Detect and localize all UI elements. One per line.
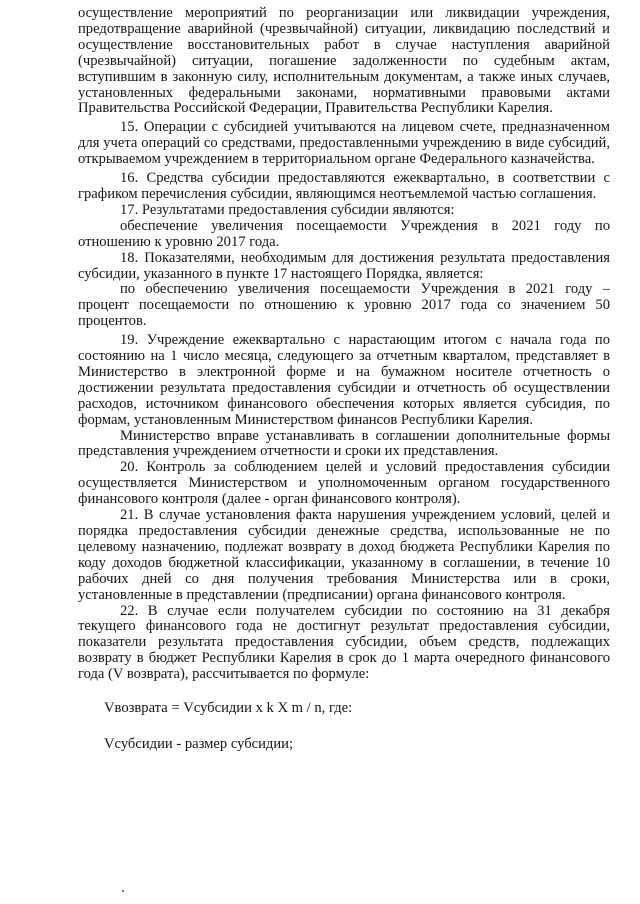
paragraph-17: 17. Результатами предоставления субсидии являются: — [120, 201, 455, 218]
formula: Vвозврата = Vсубсидии x k X m / n, где: — [104, 700, 353, 717]
paragraph-15: 15. Операции с субсидией учитываются на лицевом счете, предназначенном для учета операций со средствами, предоставленными учреждению в виде субсидий, открываемом учреждением в территориальном органе Федерального казначейства. — [78, 119, 610, 168]
paragraph-16: 16. Средства субсидии предоставляются ежеквартально, в соответствии с графиком перечисления субсидии, являющимся неотъемлемой частью соглашения. — [78, 170, 610, 202]
paragraph-19-note: Министерство вправе устанавливать в соглашении дополнительные формы представления учреждением отчетности и сроки их представления. — [78, 427, 610, 460]
paragraph-19: 19. Учреждение ежеквартально с нарастающим итогом с начала года по состоянию на 1 число месяца, следующего за отчетным кварталом, представляет в Министерство в электронной форме и на бумажном носителе отчетность о достижении результата предоставления субсидии и отчетность об осуществлении расходов, источником финансового обеспечения которых является субсидия, по формам, установленным Министерством финансов Республики Карелия. — [78, 332, 610, 428]
paragraph-intro: осуществление мероприятий по реорганизации или ликвидации учреждения, предотвращение аварийной (чрезвычайной) ситуации, ликвидацию последствий и осуществление восстановительных работ в случае наступления аварийной (чрезвычайной) ситуации, погашение задолженности по судебным актам, вступившим в законную силу, исполнительным документам, а также иных случаев, установленных федеральными законами, нормативными правовыми актами Правительства Российской Федерации, Правительства Республики Карелия. — [78, 5, 610, 117]
formula-definition: Vсубсидии - размер субсидии; — [104, 735, 294, 752]
paragraph-18-item: по обеспечению увеличения посещаемости Учреждения в 2021 году – процент посещаемости по отношению к уровню 2017 года со значением 50 процентов. — [78, 281, 610, 330]
paragraph-17-item: обеспечение увеличения посещаемости Учреждения в 2021 году по отношению к уровню 2017 года. — [78, 217, 610, 250]
scan-speck — [122, 890, 124, 892]
paragraph-22: 22. В случае если получателем субсидии по состоянию на 31 декабря текущего финансового года не достигнут результат предоставления субсидии, показатели результата предоставления субсидии, объем средств, подлежащих возврату в бюджет Республики Карелия в срок до 1 марта очередного финансового года (V возврата), рассчитывается по формуле: — [78, 602, 610, 683]
paragraph-20: 20. Контроль за соблюдением целей и условий предоставления субсидии осуществляется Министерством и уполномоченным органом государственного финансового контроля (далее - орган финансового контроля). — [78, 459, 610, 508]
paragraph-21: 21. В случае установления факта нарушения учреждением условий, целей и порядка предоставления субсидии денежные средства, использованные не по целевому назначению, подлежат возврату в доход бюджета Республики Карелия по коду доходов бюджетной классификации, указанному в соглашении, в течение 10 рабочих дней со дня получения требования Министерства или в сроки, установленные в представлении (предписании) органа финансового контроля. — [78, 507, 610, 603]
paragraph-18: 18. Показателями, необходимым для достижения результата предоставления субсидии, указанного в пункте 17 настоящего Порядка, является: — [78, 249, 610, 282]
